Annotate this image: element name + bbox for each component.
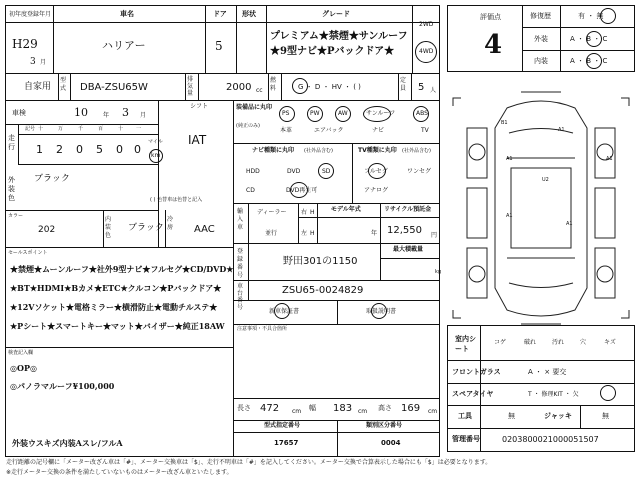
mileage-digit: 0 bbox=[116, 143, 123, 156]
mileage-digit-header: 万 bbox=[58, 126, 64, 132]
inspection-label: 車検 bbox=[12, 109, 26, 117]
chassis-label: 車台番号 bbox=[237, 283, 244, 311]
length-value: 472 bbox=[260, 403, 280, 414]
cc-unit: cc bbox=[256, 87, 263, 94]
import-right-h: H bbox=[310, 209, 315, 216]
width-value: 183 bbox=[333, 403, 353, 414]
mileage-digit: 1 bbox=[36, 143, 43, 156]
equipment-item: TV bbox=[421, 127, 429, 134]
first-reg-label: 初年度登録年月 bbox=[9, 11, 52, 18]
seat-label: 室内シート bbox=[455, 335, 476, 353]
drive-2wd: 2WD bbox=[419, 21, 434, 28]
navi-item: HDD bbox=[246, 168, 260, 175]
mileage-digit-header: 百 bbox=[98, 126, 104, 132]
color-note: ( ) 色替車は色替と記入 bbox=[150, 197, 203, 203]
mile-label: マイル bbox=[148, 139, 163, 145]
displacement-label: 排気量 bbox=[187, 76, 194, 97]
kg-unit: kg bbox=[435, 269, 442, 275]
mileage-digit-header: 十 bbox=[38, 126, 44, 132]
max-load-label: 最大積載量 bbox=[393, 246, 424, 253]
grade-line-1: プレミアム★禁煙★サンルーフ bbox=[270, 31, 408, 42]
diagram-damage-label: A1 bbox=[566, 221, 573, 227]
seat-item: キズ bbox=[604, 339, 616, 346]
navi-item: CD bbox=[246, 187, 255, 194]
glass-label: フロントガラス bbox=[452, 368, 501, 376]
first-reg-month-unit: 月 bbox=[40, 59, 47, 66]
category-label: 類別区分番号 bbox=[366, 422, 403, 429]
import-dealer: ディーラー bbox=[257, 209, 287, 216]
navi-title: ナビ種類に丸印 bbox=[252, 147, 295, 154]
odo-label: 記号 bbox=[25, 126, 36, 132]
width-cm: cm bbox=[358, 408, 368, 415]
tv-note: (社外品含む) bbox=[402, 148, 431, 154]
fuel-options: G ・ D ・ HV ・ ( ) bbox=[298, 83, 361, 91]
bottom-note: 外装ウスキズ内装Aスレ/フルA bbox=[12, 438, 123, 448]
equipment-item: サンルーフ bbox=[366, 110, 396, 117]
equipment-title: 装備品に丸印 bbox=[236, 104, 273, 111]
diagram-damage-label: A1 bbox=[558, 127, 565, 133]
designation-label: 型式指定番号 bbox=[264, 422, 301, 429]
model-year-suffix: 年 bbox=[371, 230, 378, 237]
equipment-item: PS bbox=[282, 110, 290, 117]
category-value: 0004 bbox=[381, 439, 401, 447]
door-label: ドア bbox=[213, 10, 227, 18]
tools-value: 無 bbox=[508, 412, 515, 420]
km-label: km bbox=[151, 152, 161, 159]
model-year-label: モデル年式 bbox=[331, 206, 361, 213]
shift-value: IAT bbox=[188, 133, 207, 147]
first-reg-month: 3 bbox=[30, 57, 36, 67]
exterior-grades: A ・ B ・ C bbox=[570, 35, 608, 43]
tv-item: アナログ bbox=[364, 187, 389, 194]
score-value: 4 bbox=[484, 30, 503, 60]
equipment-item: PW bbox=[310, 110, 320, 117]
exterior-b-circle bbox=[586, 31, 602, 47]
import-label: 輸入車 bbox=[237, 208, 244, 231]
inspector-line: ◎パノラマルーフ¥100,000 bbox=[10, 381, 115, 391]
navi-note: (社外品含む) bbox=[304, 148, 333, 154]
interior-color-label: 内装色 bbox=[105, 216, 112, 239]
mileage-digit: 0 bbox=[76, 143, 83, 156]
repair-none-circle bbox=[600, 8, 616, 24]
jack-value: 無 bbox=[602, 412, 609, 420]
interior-label: 内装 bbox=[534, 57, 548, 65]
equipment-note: (純正のみ) bbox=[236, 123, 260, 129]
car-name-label: 車名 bbox=[120, 10, 134, 18]
displacement-value: 2000 bbox=[226, 82, 252, 93]
notes-label: 注意事項・不具合箇所 bbox=[237, 326, 288, 332]
import-left-h: H bbox=[310, 230, 315, 237]
interior-color-value: ブラック bbox=[128, 223, 164, 233]
mileage-digit: 0 bbox=[134, 143, 141, 156]
interior-b-circle bbox=[586, 53, 602, 69]
tv-item: ワンセグ bbox=[407, 168, 432, 175]
interior-grades: A ・ B ・ C bbox=[570, 57, 608, 65]
ac-value: AAC bbox=[194, 224, 215, 235]
equipment-item: 本革 bbox=[280, 127, 293, 134]
tools-label: 工具 bbox=[458, 412, 472, 420]
yen-unit: 円 bbox=[431, 232, 438, 239]
navi-sd-circle bbox=[318, 163, 334, 179]
mileage-digit-header: 一 bbox=[136, 126, 142, 132]
model-code-value: DBA-ZSU65W bbox=[80, 82, 148, 93]
mileage-digit: 2 bbox=[56, 143, 63, 156]
color-value: ブラック bbox=[34, 174, 70, 184]
width-label: 幅 bbox=[309, 404, 316, 412]
use-value: 自家用 bbox=[24, 82, 52, 92]
jack-label: ジャッキ bbox=[544, 412, 572, 420]
selling-label: セールスポイント bbox=[8, 250, 48, 256]
car-damage-diagram bbox=[447, 88, 635, 328]
diagram-damage-label: A1 bbox=[506, 156, 513, 162]
footer-line-2: ※走行メーター交換の条件を満たしていないものはメーター改ざん車といたします。 bbox=[6, 469, 233, 476]
seat-item: 穴 bbox=[580, 339, 587, 346]
inspector-line: ◎OP◎ bbox=[10, 363, 37, 373]
import-right: 右 bbox=[301, 209, 308, 216]
manual: 取扱説明書 bbox=[366, 308, 397, 315]
fuel-label: 燃料 bbox=[270, 77, 277, 92]
seat-item: 汚れ bbox=[552, 339, 565, 346]
mileage-digit-header: 千 bbox=[78, 126, 84, 132]
score-label: 評価点 bbox=[480, 13, 501, 21]
selling-line: ★12Vソケット★電格ミラー★横滑防止★電動チルステ★ bbox=[10, 302, 218, 312]
mgmt-label: 管理番号 bbox=[452, 435, 480, 443]
spare-label: スペアタイヤ bbox=[452, 390, 494, 398]
chassis-value: ZSU65-0024829 bbox=[282, 285, 364, 296]
inspector-label: 検査記入欄 bbox=[8, 350, 34, 356]
recycle-value: 12,550 bbox=[387, 225, 422, 236]
height-label: 高さ bbox=[378, 404, 392, 412]
footer-line-1: 走行距離の記号欄に「メーター改ざん車は「#」、メーター交換車は「$」、走行不明車は「#」を記入してください。メーター交換で合算表示した場合にも「$」は必要となります。 bbox=[6, 459, 492, 466]
reg-label: 登録番号 bbox=[237, 248, 244, 279]
navi-item: DVD再生可 bbox=[286, 187, 318, 194]
capacity-label: 定員 bbox=[400, 77, 407, 92]
inspection-month: 3 bbox=[122, 106, 129, 119]
shape-label: 形状 bbox=[242, 10, 256, 18]
inspection-month-unit: 月 bbox=[140, 112, 147, 119]
mileage-label: 走行 bbox=[8, 134, 15, 151]
color-label: 外装色 bbox=[8, 176, 15, 202]
tv-item: フルセグ bbox=[364, 168, 388, 175]
glass-value: A ・ × 要交 bbox=[528, 368, 567, 376]
plate-value: 野田301の1150 bbox=[283, 256, 358, 267]
height-value: 169 bbox=[401, 403, 421, 414]
shift-label: シフト bbox=[190, 103, 209, 110]
diagram-damage-label: B1 bbox=[501, 120, 508, 126]
drive-4wd: 4WD bbox=[419, 48, 434, 55]
tv-title: TV種類に丸印 bbox=[358, 147, 397, 154]
seat-item: コゲ bbox=[494, 339, 507, 346]
mgmt-value: 0203800021000051507 bbox=[502, 435, 599, 444]
car-name-value: ハリアー bbox=[102, 39, 146, 52]
selling-line: ★禁煙★ムーンルーフ★社外9型ナビ★フルセグ★CD/DVD★ bbox=[10, 264, 234, 274]
capacity-unit: 人 bbox=[430, 87, 437, 94]
import-parallel: 並行 bbox=[265, 230, 278, 237]
diagram-damage-label: U2 bbox=[542, 177, 549, 183]
color-code-value: 202 bbox=[38, 225, 56, 235]
length-label: 長さ bbox=[237, 404, 251, 412]
seat-item: 破れ bbox=[524, 339, 537, 346]
mileage-digit-header: 十 bbox=[118, 126, 124, 132]
designation-value: 17657 bbox=[274, 439, 299, 447]
height-cm: cm bbox=[428, 408, 438, 415]
fuel-g-circle bbox=[292, 78, 308, 94]
first-reg-year: H29 bbox=[12, 37, 38, 51]
diagram-damage-label: A1 bbox=[506, 213, 513, 219]
grade-label: グレード bbox=[322, 10, 350, 18]
ac-label: 冷房 bbox=[167, 216, 174, 231]
repair-label: 修復歴 bbox=[530, 12, 551, 20]
selling-line: ★Pシート★スマートキー★マット★バイザー★純正18AW bbox=[10, 321, 225, 331]
tv-fullseg-circle bbox=[368, 163, 386, 179]
doors-value: 5 bbox=[215, 39, 223, 53]
type-label: 型式 bbox=[60, 77, 67, 92]
color-code-label: カラー bbox=[8, 213, 24, 219]
spare-value: T ・ 修理KIT ・ 欠 bbox=[528, 391, 579, 398]
equipment-item: ABS bbox=[416, 110, 428, 117]
capacity-value: 5 bbox=[418, 82, 425, 93]
recycle-label: リサイクル預託金 bbox=[384, 206, 432, 213]
length-cm: cm bbox=[292, 408, 302, 415]
navi-item: DVD bbox=[287, 168, 301, 175]
grade-line-2: ★9型ナビ★Pバックドア★ bbox=[270, 46, 395, 57]
spare-missing-circle bbox=[600, 385, 616, 401]
inspection-year: 10 bbox=[74, 106, 88, 119]
inspection-year-unit: 年 bbox=[103, 112, 110, 119]
mileage-digit: 5 bbox=[96, 143, 103, 156]
navi-dvd-circle bbox=[290, 182, 308, 198]
repair-options: 有 ・ 無 bbox=[578, 12, 604, 20]
exterior-label: 外装 bbox=[534, 35, 548, 43]
equipment-item: AW bbox=[338, 110, 348, 117]
selling-line: ★BT★HDMI★Bカメ★ETC★クルコン★Pバックドア★ bbox=[10, 283, 222, 293]
equipment-item: ナビ bbox=[372, 127, 385, 134]
equipment-item: エアバック bbox=[314, 127, 344, 134]
navi-item: SD bbox=[322, 168, 331, 175]
import-left: 左 bbox=[301, 230, 308, 237]
new-warranty: 新車保証書 bbox=[269, 308, 300, 315]
diagram-damage-label: A1 bbox=[606, 156, 613, 162]
